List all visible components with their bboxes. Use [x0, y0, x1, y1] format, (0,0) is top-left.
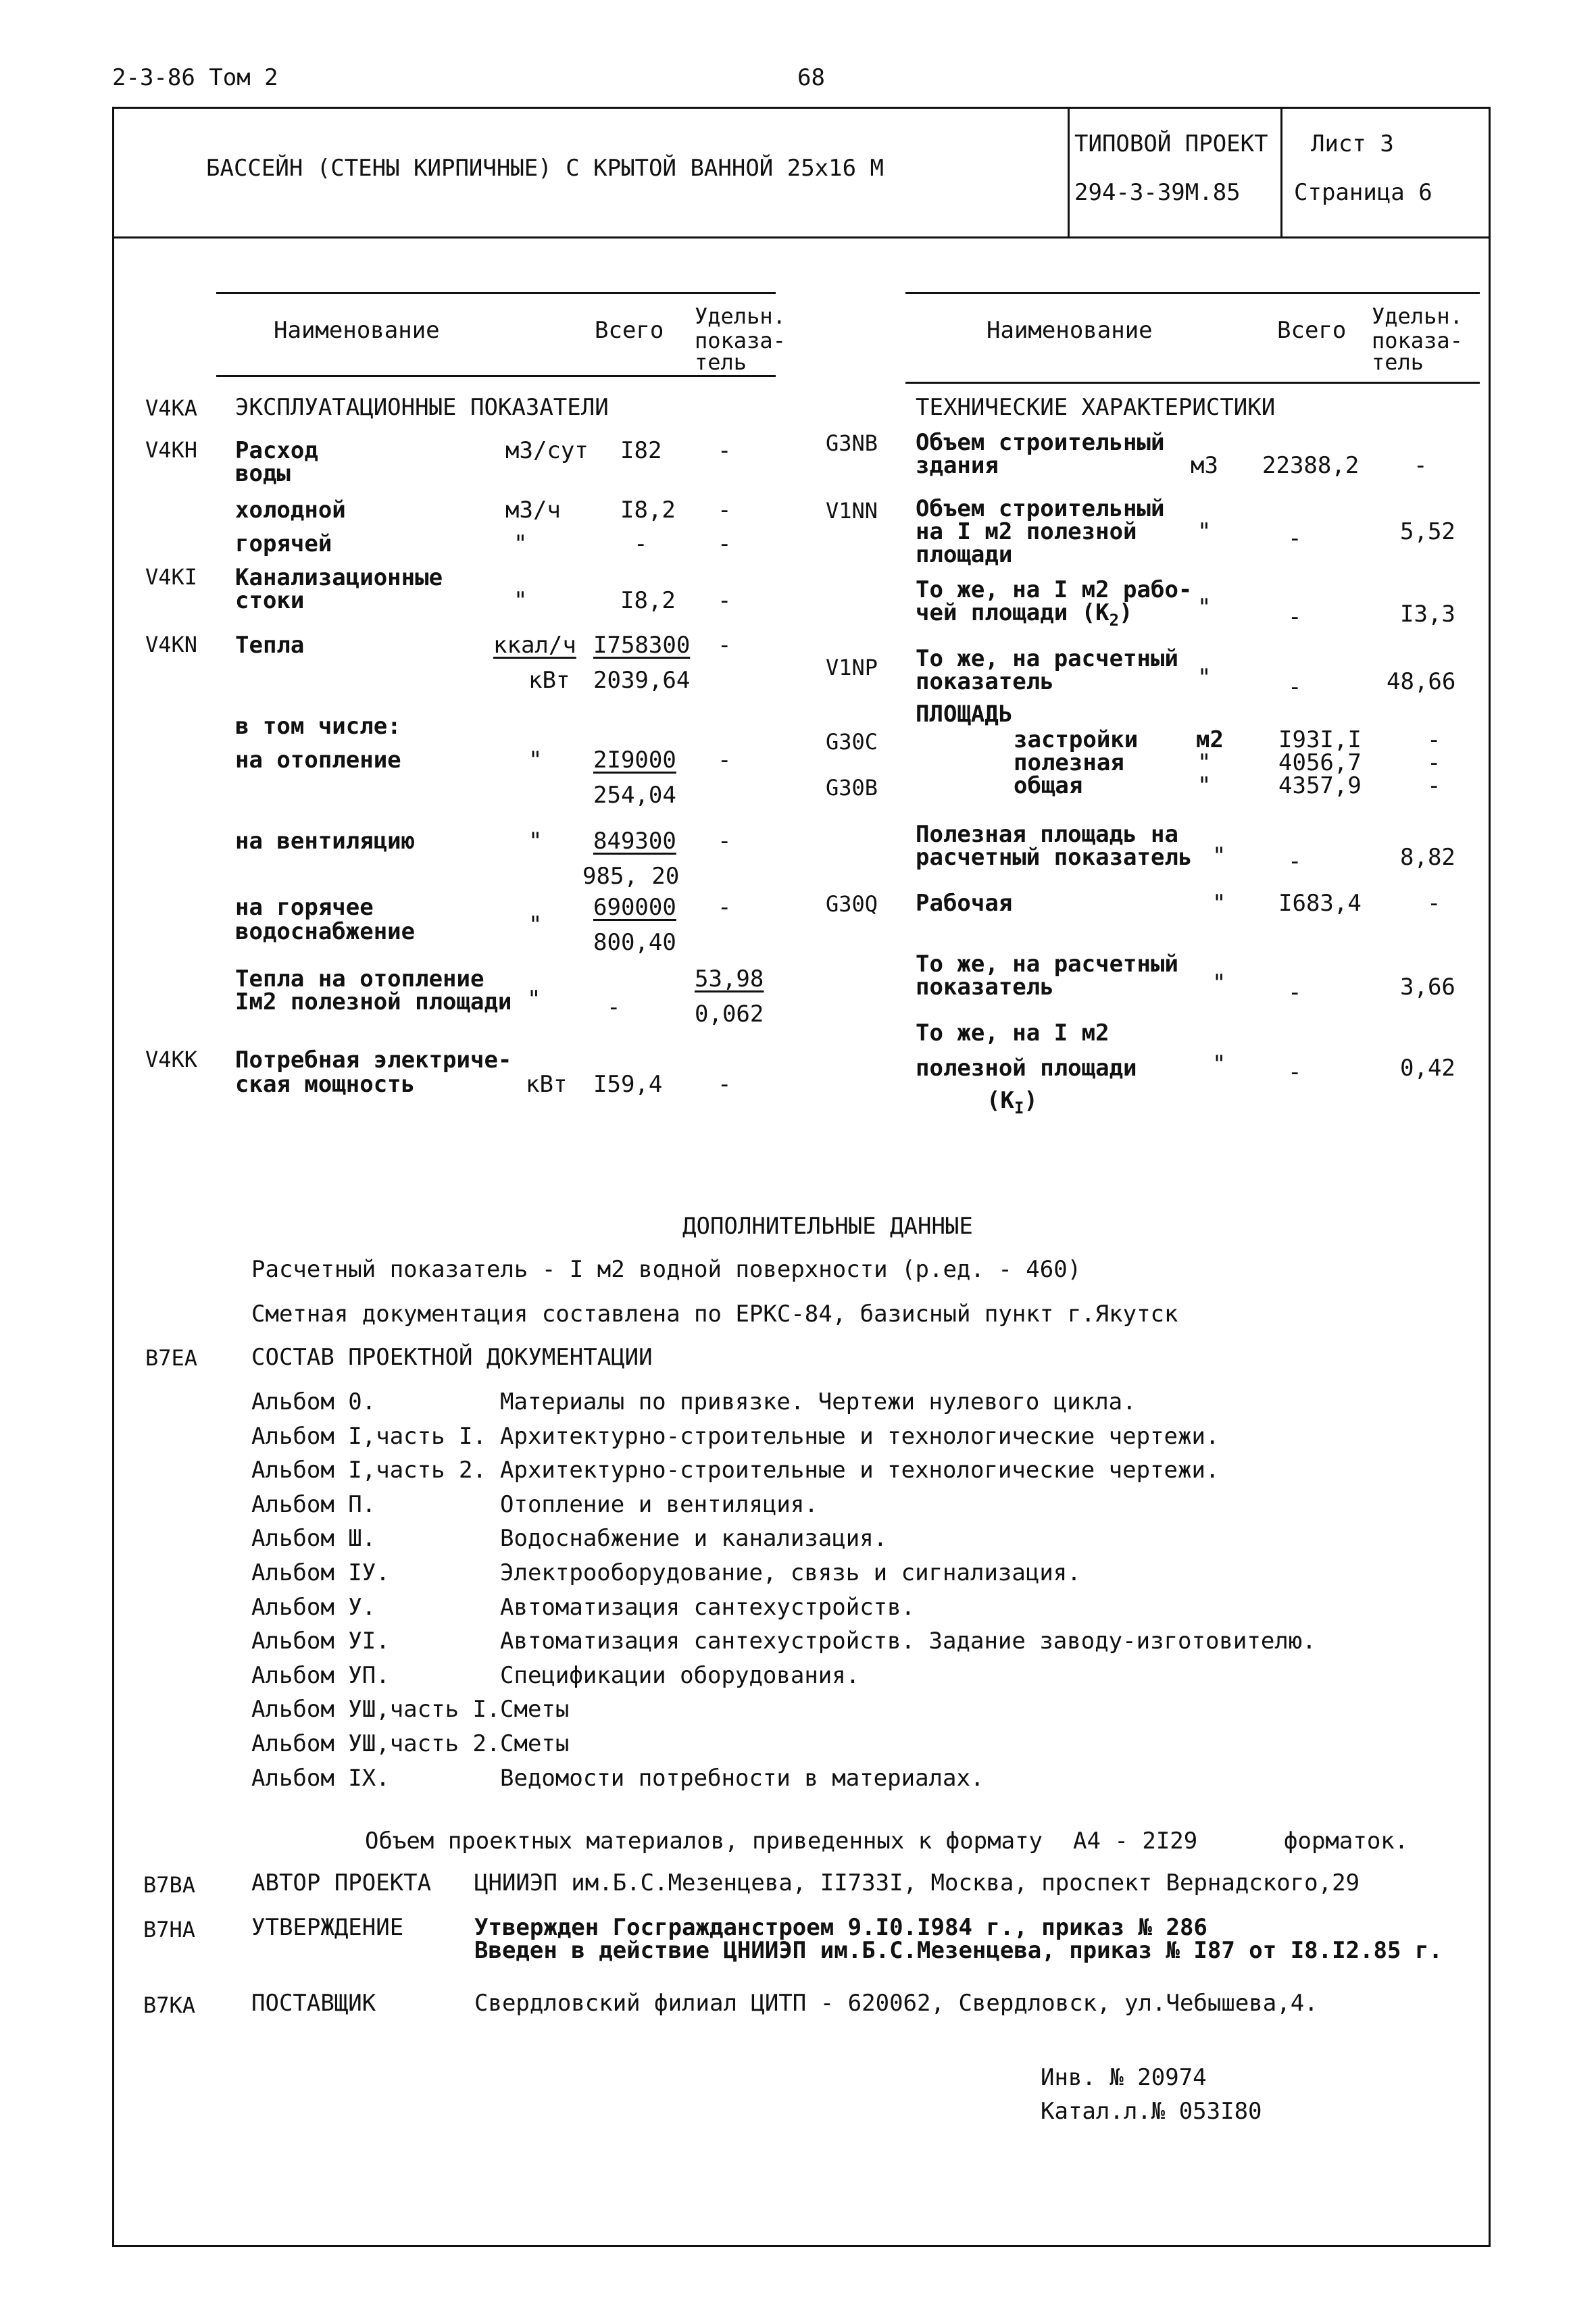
heat-name: Тепла — [235, 632, 305, 659]
hot-name: горячей — [235, 530, 332, 557]
hotwater-total-1: 690000 — [593, 894, 676, 921]
same-working-spec: I3,3 — [1400, 601, 1455, 628]
right-col-spec-3: тель — [1372, 349, 1424, 375]
water-spec: - — [718, 437, 732, 464]
volume-m2-unit: " — [1197, 518, 1212, 545]
total-area-total: 4357,9 — [1278, 772, 1362, 799]
right-col-name: Наименование — [987, 317, 1153, 344]
code-v1nn: V1NN — [826, 498, 878, 524]
same-working-total: - — [1288, 603, 1302, 630]
header-vline-1 — [1068, 107, 1070, 236]
hot-total: - — [634, 530, 648, 557]
power-spec: - — [718, 1071, 732, 1098]
album-name: Альбом I,часть I. — [251, 1423, 487, 1450]
code-g3nb: G3NB — [826, 430, 878, 456]
code-b7ha: B7HA — [143, 1917, 196, 1942]
album-description: Сметы — [500, 1730, 570, 1757]
volume-m2-name-2: на I м2 полезной — [916, 518, 1137, 545]
heating-total-2: 254,04 — [593, 782, 676, 809]
hot-unit: " — [514, 530, 528, 557]
sewer-total: I8,2 — [620, 587, 676, 614]
album-description: Водоснабжение и канализация. — [500, 1525, 888, 1552]
useful-unit: " — [1197, 749, 1212, 776]
useful-calc-spec: 8,82 — [1400, 844, 1455, 871]
album-name: Альбом IУ. — [251, 1559, 390, 1586]
hotwater-name-2: водоснабжение — [235, 918, 416, 945]
page-number: 68 — [797, 64, 825, 91]
album-description: Архитектурно-строительные и технологические чертежи. — [500, 1423, 1220, 1450]
total-area-spec: - — [1427, 772, 1441, 799]
code-g30c: G30C — [826, 729, 878, 755]
code-v4kk: V4KK — [145, 1047, 198, 1072]
same-m2-name-2: полезной площади — [916, 1055, 1137, 1082]
left-col-spec-3: тель — [695, 349, 747, 375]
approval-value-1: Утвержден Госгражданстроем 9.I0.I984 г., приказ № 286 — [474, 1914, 1207, 1941]
supplier-value: Свердловский филиал ЦИТП - 620062, Свердловск, ул.Чебышева,4. — [474, 1990, 1318, 2017]
project-label: ТИПОВОЙ ПРОЕКТ — [1074, 130, 1268, 157]
power-name-2: ская мощность — [235, 1071, 416, 1098]
water-name-2: воды — [235, 460, 291, 487]
album-description: Сметы — [500, 1696, 570, 1723]
water-total: I82 — [620, 437, 662, 464]
cold-spec: - — [718, 497, 732, 524]
album-name: Альбом IX. — [251, 1765, 390, 1792]
extra-line-1: Расчетный показатель - I м2 водной поверхности (р.ед. - 460) — [251, 1256, 1082, 1283]
total-area-unit: " — [1197, 772, 1212, 799]
left-col-spec-2: показа- — [695, 328, 786, 353]
code-g30q: G30Q — [826, 891, 878, 917]
album-name: Альбом УШ,часть I. — [251, 1696, 501, 1723]
power-unit: кВт — [526, 1071, 568, 1098]
volume-unit: м3 — [1191, 452, 1218, 479]
album-description: Отопление и вентиляция. — [500, 1491, 818, 1518]
project-number: 294-3-39М.85 — [1074, 179, 1241, 206]
useful-total: 4056,7 — [1278, 749, 1362, 776]
document-title: БАССЕЙН (СТЕНЫ КИРПИЧНЫЕ) С КРЫТОЙ ВАННОЙ 25х16 М — [206, 155, 884, 182]
built-spec: - — [1427, 726, 1441, 753]
album-name: Альбом УП. — [251, 1662, 390, 1689]
heat-unit-1: ккал/ч — [493, 632, 576, 659]
useful-calc-name-2: расчетный показатель — [916, 844, 1193, 871]
approval-value-2: Введен в действие ЦНИИЭП им.Б.С.Мезенцева, приказ № I87 от I8.I2.85 г. — [474, 1937, 1443, 1964]
vent-unit: " — [528, 828, 543, 855]
left-header-top-rule — [216, 292, 776, 294]
catalog-number: Катал.л.№ 053I80 — [1041, 2098, 1262, 2125]
code-v4ka: V4KA — [145, 395, 198, 421]
same-m2-spec: 0,42 — [1400, 1055, 1455, 1082]
album-name: Альбом УШ,часть 2. — [251, 1730, 501, 1757]
album-description: Автоматизация сантехустройств. — [500, 1594, 916, 1621]
code-b7ea: B7EA — [145, 1345, 198, 1371]
right-header-bottom-rule — [905, 382, 1480, 384]
code-v4kh: V4KH — [145, 437, 198, 463]
useful-spec: - — [1427, 749, 1441, 776]
album-name: Альбом П. — [251, 1491, 376, 1518]
heat-m2-total: - — [607, 994, 621, 1021]
album-description: Ведомости потребности в материалах. — [500, 1765, 984, 1792]
document-code: 2-3-86 Том 2 — [112, 64, 278, 91]
working-spec: - — [1427, 890, 1441, 917]
hotwater-spec: - — [718, 894, 732, 921]
volume-unit: форматок. — [1284, 1828, 1409, 1855]
same-working-name-1: То же, на I м2 рабо- — [916, 576, 1193, 603]
including-label: в том числе: — [235, 713, 401, 740]
water-unit: м3/сут — [505, 437, 589, 464]
inventory-number: Инв. № 20974 — [1041, 2064, 1207, 2091]
heat-total-1: I758300 — [593, 632, 691, 659]
volume-m2-name-1: Объем строительный — [916, 495, 1165, 522]
useful-calc-name-1: Полезная площадь на — [916, 821, 1178, 848]
heating-name: на отопление — [235, 747, 401, 774]
heat-m2-name-1: Тепла на отопление — [235, 965, 484, 992]
volume-text: Объем проектных материалов, приведенных к формату — [365, 1828, 1043, 1855]
album-description: Спецификации оборудования. — [500, 1662, 860, 1689]
same-calc2-total: - — [1288, 979, 1302, 1006]
album-name: Альбом У. — [251, 1594, 376, 1621]
sewer-name-2: стоки — [235, 587, 305, 614]
useful-name: полезная — [1014, 749, 1124, 776]
volume-format: А4 - 2I29 — [1073, 1828, 1198, 1855]
volume-spec: - — [1414, 452, 1428, 479]
album-name: Альбом I,часть 2. — [251, 1457, 487, 1484]
same-m2-subscript: I — [1014, 1098, 1024, 1117]
water-name-1: Расход — [235, 437, 318, 464]
volume-total: 22388,2 — [1262, 452, 1360, 479]
left-col-name: Наименование — [274, 317, 440, 344]
same-calc-unit: " — [1197, 664, 1212, 691]
right-col-spec-2: показа- — [1372, 328, 1463, 353]
left-col-spec-1: Удельн. — [695, 303, 786, 329]
vent-total-1: 849300 — [593, 828, 676, 855]
heat-unit-2: кВт — [528, 667, 570, 694]
album-description: Электрооборудование, связь и сигнализация. — [500, 1559, 1081, 1586]
same-calc-name-2: показатель — [916, 668, 1054, 695]
code-b7ka: B7KA — [143, 1992, 196, 2018]
hotwater-name-1: на горячее — [235, 894, 374, 921]
extra-title: ДОПОЛНИТЕЛЬНЫЕ ДАННЫЕ — [682, 1213, 973, 1240]
same-calc2-name-1: То же, на расчетный — [916, 951, 1178, 978]
built-total: I93I,I — [1278, 726, 1362, 753]
volume-name-2: здания — [916, 452, 999, 479]
vent-name: на вентиляцию — [235, 828, 416, 855]
heating-unit: " — [528, 747, 543, 774]
same-working-name-2: чей площади $(К_2)$ — [916, 599, 1133, 630]
area-title: ПЛОЩАДЬ — [916, 701, 1013, 728]
vent-total-2: 985, 20 — [582, 863, 680, 890]
heating-spec: - — [718, 747, 732, 774]
author-value: ЦНИИЭП им.Б.С.Мезенцева, II733I, Москва, проспект Вернадского,29 — [474, 1869, 1360, 1896]
album-name: Альбом Ш. — [251, 1525, 376, 1552]
code-v1np: V1NP — [826, 655, 878, 680]
composition-title: СОСТАВ ПРОЕКТНОЙ ДОКУМЕНТАЦИИ — [251, 1344, 653, 1371]
hotwater-unit: " — [528, 911, 543, 938]
same-m2-name-3: $(К_I)$ — [987, 1087, 1038, 1117]
cold-unit: м3/ч — [505, 497, 561, 524]
heat-m2-spec-1: 53,98 — [695, 965, 764, 992]
supplier-label: ПОСТАВЩИК — [251, 1990, 376, 2017]
heating-total-1: 2I9000 — [593, 747, 676, 774]
heat-m2-unit: " — [527, 986, 541, 1013]
extra-line-2: Сметная документация составлена по ЕРКС-84, базисный пункт г.Якутск — [251, 1301, 1178, 1328]
volume-m2-total: - — [1288, 525, 1302, 552]
album-description: Материалы по привязке. Чертежи нулевого цикла. — [500, 1388, 1137, 1415]
volume-m2-name-3: площади — [916, 541, 1013, 568]
heat-spec: - — [718, 632, 732, 659]
same-calc-spec: 48,66 — [1387, 668, 1456, 695]
volume-m2-spec: 5,52 — [1400, 518, 1455, 545]
right-col-total: Всего — [1277, 317, 1347, 344]
left-col-total: Всего — [595, 317, 664, 344]
approval-label: УТВЕРЖДЕНИЕ — [251, 1914, 404, 1941]
right-col-spec-1: Удельн. — [1372, 303, 1463, 329]
album-description: Автоматизация сантехустройств. Задание заводу-изготовителю. — [500, 1628, 1316, 1655]
right-header-top-rule — [905, 292, 1480, 294]
same-calc2-name-2: показатель — [916, 974, 1054, 1001]
working-name: Рабочая — [916, 890, 1013, 917]
hotwater-total-2: 800,40 — [593, 929, 676, 956]
header-vline-2 — [1280, 107, 1282, 236]
same-m2-total: - — [1288, 1059, 1302, 1086]
same-calc-total: - — [1288, 674, 1302, 701]
heat-total-2: 2039,64 — [593, 667, 691, 694]
code-v4ki: V4KI — [145, 564, 198, 590]
cold-total: I8,2 — [620, 497, 676, 524]
left-header-bottom-rule — [216, 375, 776, 377]
sewer-spec: - — [718, 587, 732, 614]
built-name: застройки — [1014, 726, 1139, 753]
cold-name: холодной — [235, 497, 346, 524]
section-technical: ТЕХНИЧЕСКИЕ ХАРАКТЕРИСТИКИ — [916, 394, 1276, 421]
working-total: I683,4 — [1278, 890, 1362, 917]
album-description: Архитектурно-строительные и технологические чертежи. — [500, 1457, 1220, 1484]
built-unit: м2 — [1196, 726, 1224, 753]
sewer-name-1: Канализационные — [235, 564, 443, 591]
useful-calc-total: - — [1288, 848, 1302, 875]
code-g30b: G30B — [826, 775, 878, 801]
code-v4kn: V4KN — [145, 632, 198, 657]
code-b7ba: B7BA — [143, 1872, 196, 1898]
heat-m2-spec-2: 0,062 — [695, 1001, 764, 1028]
working-unit: " — [1212, 890, 1226, 917]
header-divider — [112, 236, 1491, 238]
power-name-1: Потребная электриче- — [235, 1047, 512, 1074]
power-total: I59,4 — [593, 1071, 663, 1098]
page-label: Страница 6 — [1294, 179, 1432, 206]
vent-spec: - — [718, 828, 732, 855]
same-working-unit: " — [1197, 594, 1212, 621]
sheet-number: Лист 3 — [1311, 130, 1394, 157]
useful-calc-unit: " — [1212, 842, 1226, 870]
same-calc2-spec: 3,66 — [1400, 974, 1455, 1001]
heat-m2-name-2: Iм2 полезной площади — [235, 988, 512, 1015]
hot-spec: - — [718, 530, 732, 557]
album-name: Альбом УI. — [251, 1628, 390, 1655]
album-name: Альбом 0. — [251, 1388, 376, 1415]
section-operating: ЭКСПЛУАТАЦИОННЫЕ ПОКАЗАТЕЛИ — [235, 394, 609, 421]
sewer-unit: " — [514, 587, 528, 614]
same-calc-name-1: То же, на расчетный — [916, 645, 1178, 672]
same-m2-name-1: То же, на I м2 — [916, 1020, 1109, 1047]
total-area-name: общая — [1014, 772, 1083, 799]
same-working-subscript: 2 — [1109, 610, 1120, 630]
author-label: АВТОР ПРОЕКТА — [251, 1869, 432, 1896]
same-calc2-unit: " — [1212, 970, 1226, 997]
same-m2-unit: " — [1212, 1051, 1226, 1078]
volume-name-1: Объем строительный — [916, 429, 1165, 456]
